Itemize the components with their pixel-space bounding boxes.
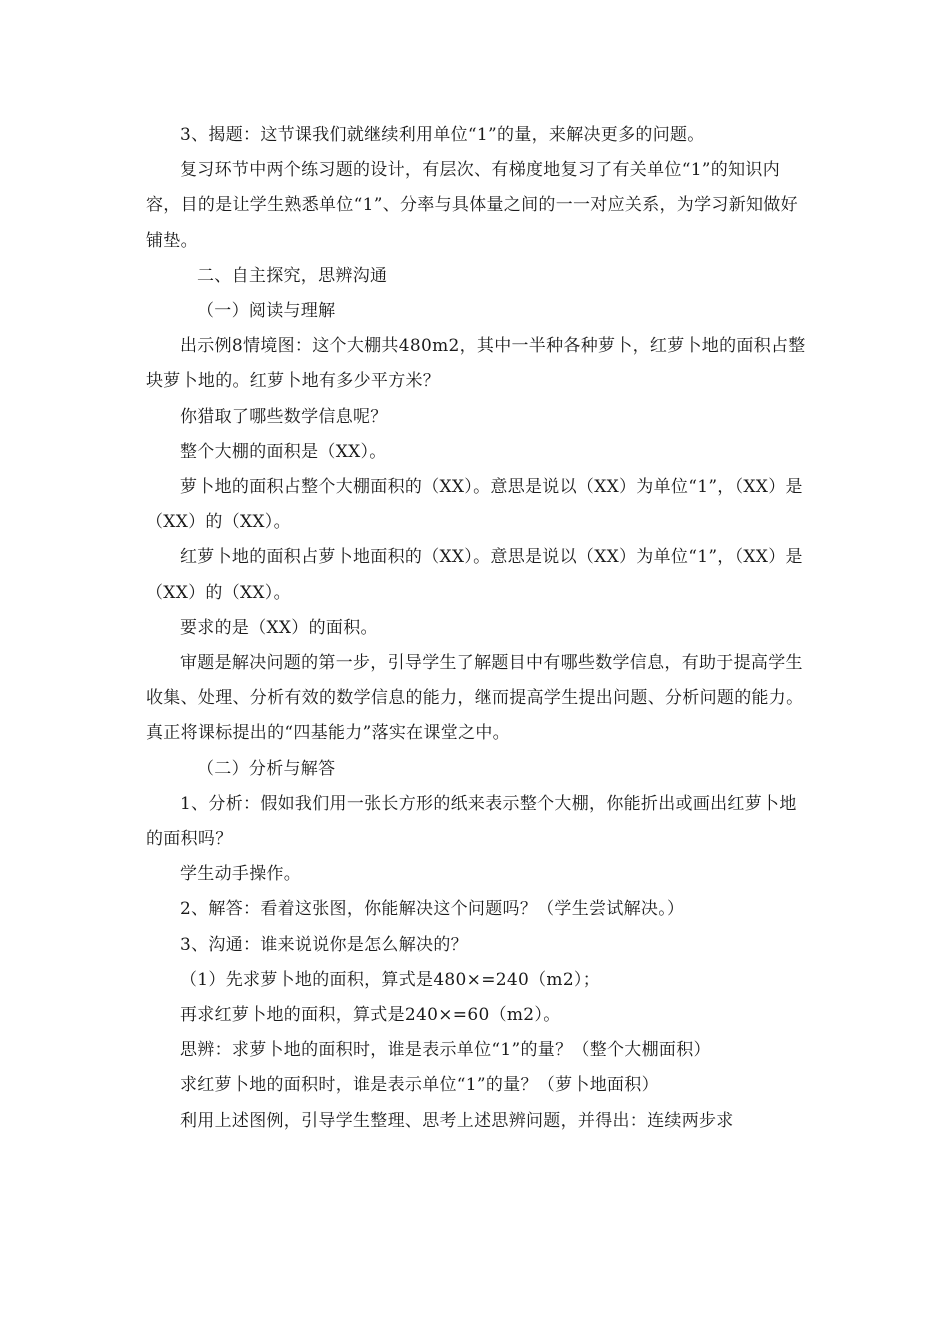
paragraph-total-area: 整个大棚的面积是（XX）。 [180, 441, 387, 462]
document-body [146, 118, 808, 1139]
paragraph-example-8: 出示例8情境图：这个大棚共480m2，其中一半种各种萝卜，红萝卜地的面积占整块萝卜地的。红萝卜地有多少平方米？ [146, 336, 806, 392]
paragraph-reveal-topic: 3、揭题：这节课我们就继续利用单位“1”的量，来解决更多的问题。 [180, 125, 705, 145]
paragraph-reasoning-2: 求红萝卜地的面积时，谁是表示单位“1”的量？（萝卜地面积） [180, 1075, 659, 1096]
paragraph-analysis: 1、分析：假如我们用一张长方形的纸来表示整个大棚，你能折出或画出红萝卜地的面积吗？ [146, 793, 797, 850]
paragraph-find-target: 要求的是（XX）的面积。 [180, 617, 378, 638]
subsection-heading-read: （一）阅读与理解 [197, 301, 336, 322]
subsection-heading-analyze: （二）分析与解答 [197, 758, 336, 779]
paragraph-conclusion: 利用上述图例，引导学生整理、思考上述思辨问题，并得出：连续两步求 [180, 1110, 734, 1131]
paragraph-hands-on: 学生动手操作。 [180, 864, 302, 885]
paragraph-review-design: 复习环节中两个练习题的设计，有层次、有梯度地复习了有关单位“1”的知识内容，目的是让学生熟悉单位“1”、分率与具体量之间的一一对应关系，为学习新知做好铺垫。 [146, 160, 798, 251]
section-heading-explore: 二、自主探究，思辨沟通 [197, 265, 388, 286]
paragraph-review-reading: 审题是解决问题的第一步，引导学生了解题目中有哪些数学信息，有助于提高学生收集、处理、分析有效的数学信息的能力，继而提高学生提出问题、分析问题的能力。真正将课标提出的“四基能力”落实在课堂之中。 [146, 653, 804, 744]
paragraph-reasoning-1: 思辨：求萝卜地的面积时，谁是表示单位“1”的量？（整个大棚面积） [180, 1040, 711, 1061]
paragraph-radish-area: 萝卜地的面积占整个大棚面积的（XX）。意思是说以（XX）为单位“1”，（XX）是（XX）的（XX）。 [146, 477, 803, 533]
paragraph-step-1: （1）先求萝卜地的面积，算式是480×=240（m2）； [180, 969, 601, 990]
paragraph-question-info: 你猎取了哪些数学信息呢？ [180, 406, 388, 427]
paragraph-communicate: 3、沟通：谁来说说你是怎么解决的？ [180, 934, 468, 955]
paragraph-step-2: 再求红萝卜地的面积，算式是240×=60（m2）。 [180, 1005, 561, 1026]
paragraph-solve: 2、解答：看着这张图，你能解决这个问题吗？（学生尝试解决。） [180, 899, 685, 920]
paragraph-red-radish-area: 红萝卜地的面积占萝卜地面积的（XX）。意思是说以（XX）为单位“1”，（XX）是（XX）的（XX）。 [146, 547, 803, 603]
